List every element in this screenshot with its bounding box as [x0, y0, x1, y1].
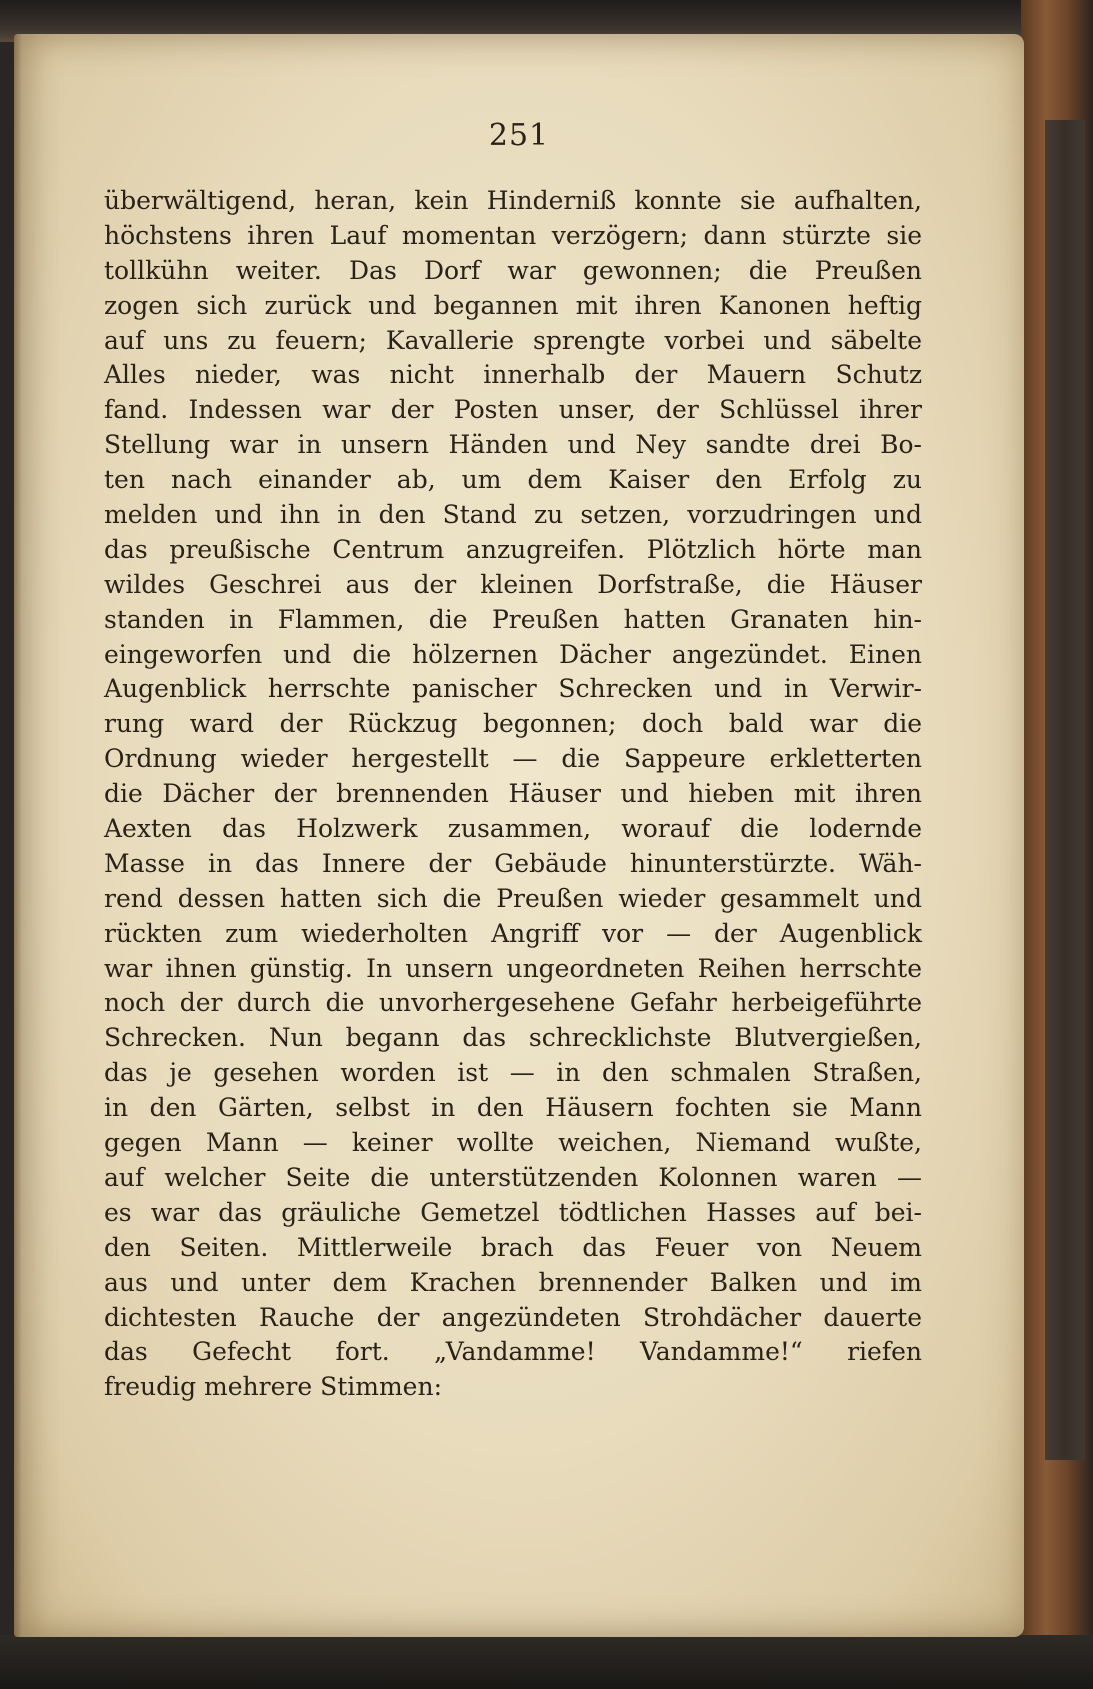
text-line: fand. Indessen war der Posten unser, der Schlüssel ihrer [104, 395, 922, 425]
text-line-last: freudig mehrere Stimmen: [104, 1372, 442, 1402]
text-line: wildes Geschrei aus der kleinen Dorfstraße, die Häuser [104, 569, 922, 599]
text-line: das je gesehen worden ist — in den schmalen Straßen, [104, 1058, 922, 1088]
text-line: auf welcher Seite die unterstützenden Kolonnen waren — [104, 1162, 922, 1192]
text-line: es war das gräuliche Gemetzel tödtlichen Hasses auf bei- [104, 1197, 922, 1227]
text-line: das Gefecht fort. „Vandamme! Vandamme!“ riefen [104, 1337, 922, 1367]
text-line: den Seiten. Mittlerweile brach das Feuer von Neuem [104, 1232, 922, 1262]
text-line: rung ward der Rückzug begonnen; doch bald war die [104, 709, 922, 739]
book-binding-right [1021, 0, 1093, 1689]
text-line: eingeworfen und die hölzernen Dächer angezündet. Einen [104, 639, 922, 669]
text-line: Aexten das Holzwerk zusammen, worauf die lodernde [104, 814, 922, 844]
binding-cloth-band [1045, 120, 1085, 1460]
page-gutter-shadow [14, 34, 22, 1637]
text-line: dichtesten Rauche der angezündeten Strohdächer dauerte [104, 1302, 922, 1332]
text-line: Augenblick herrschte panischer Schrecken und in Verwir- [104, 674, 922, 704]
text-line: gegen Mann — keiner wollte weichen, Niemand wußte, [104, 1128, 922, 1158]
text-line: Masse in das Innere der Gebäude hinunterstürzte. Wäh- [104, 848, 922, 878]
book-page [14, 34, 1024, 1637]
text-line: das preußische Centrum anzugreifen. Plötzlich hörte man [104, 534, 922, 564]
page-number: 251 [488, 118, 550, 153]
text-line: rend dessen hatten sich die Preußen wieder gesammelt und [104, 883, 922, 913]
text-line: Schrecken. Nun begann das schrecklichste Blutvergießen, [104, 1023, 922, 1053]
text-line: war ihnen günstig. In unsern ungeordneten Reihen herrschte [104, 953, 922, 983]
text-line: tollkühn weiter. Das Dorf war gewonnen; die Preußen [104, 255, 922, 285]
text-line: Ordnung wieder hergestellt — die Sappeure erkletterten [104, 744, 922, 774]
text-line: in den Gärten, selbst in den Häusern fochten sie Mann [104, 1093, 922, 1123]
text-line: die Dächer der brennenden Häuser und hieben mit ihren [104, 779, 922, 809]
text-line: zogen sich zurück und begannen mit ihren Kanonen heftig [104, 290, 922, 320]
body-text [104, 184, 922, 1405]
text-line: Stellung war in unsern Händen und Ney sandte drei Bo- [104, 430, 922, 460]
text-line: melden und ihn in den Stand zu setzen, vorzudringen und [104, 500, 922, 530]
text-line: Alles nieder, was nicht innerhalb der Mauern Schutz [104, 360, 922, 390]
text-line: ten nach einander ab, um dem Kaiser den Erfolg zu [104, 465, 922, 495]
text-line: noch der durch die unvorhergesehene Gefahr herbeigeführte [104, 988, 922, 1018]
text-line: aus und unter dem Krachen brennender Balken und im [104, 1267, 922, 1297]
text-line: höchstens ihren Lauf momentan verzögern; dann stürzte sie [104, 220, 922, 250]
text-line: rückten zum wiederholten Angriff vor — der Augenblick [104, 918, 922, 948]
text-line: überwältigend, heran, kein Hinderniß konnte sie aufhalten, [104, 186, 922, 215]
text-line: auf uns zu feuern; Kavallerie sprengte vorbei und säbelte [104, 325, 922, 355]
text-line: standen in Flammen, die Preußen hatten Granaten hin- [104, 604, 922, 634]
book-cover-bottom-edge [0, 1635, 1093, 1689]
